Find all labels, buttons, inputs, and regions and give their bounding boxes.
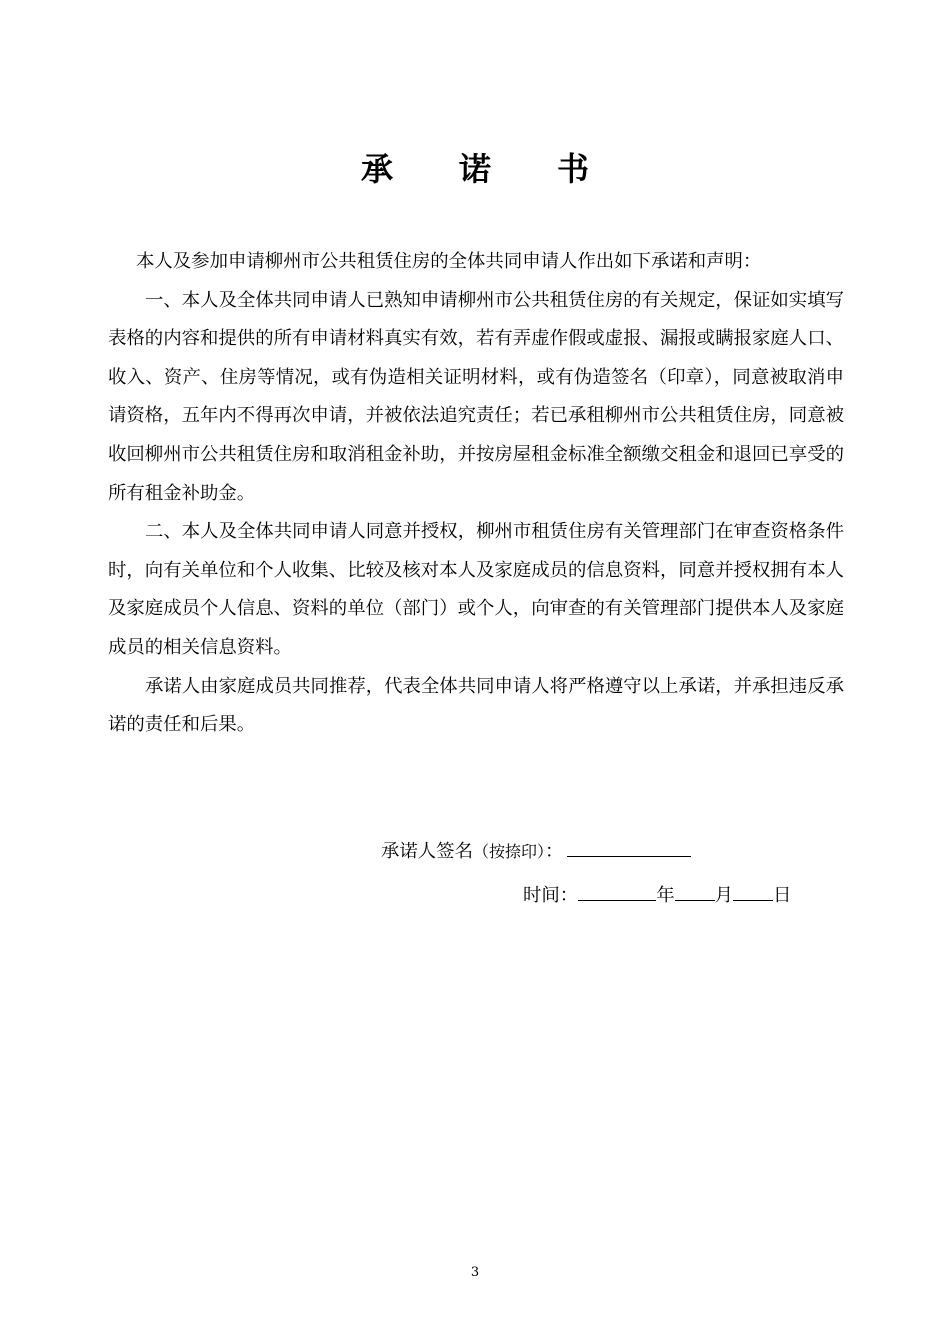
document-body — [108, 243, 844, 745]
day-label: 日 — [773, 885, 792, 906]
signature-blank[interactable] — [567, 832, 691, 857]
document-title: 承诺书 — [360, 150, 655, 188]
intro-paragraph: 本人及参加申请柳州市公共租赁住房的全体共同申请人作出如下承诺和声明： — [136, 251, 762, 272]
signature-colon: ： — [544, 841, 564, 862]
paragraph-1: 一、本人及全体共同申请人已熟知申请柳州市公共租赁住房的有关规定，保证如实填写表格的内容和提供的所有申请材料真实有效，若有弄虚作假或虚报、漏报或瞒报家庭人口、收入、资产、住房等情况，或有伪造相关证明材料，或有伪造签名（印章），同意被取消申请资格，五年内不得再次申请，并被依法追究责任；若已承租柳州市公共租赁住房，同意被收回柳州市公共租赁住房和取消租金补助，并按房屋租金标准全额缴交租金和退回已享受的所有租金补助金。 — [108, 289, 844, 504]
month-blank[interactable] — [675, 876, 715, 901]
date-line — [523, 876, 791, 912]
signature-label: 承诺人签名 — [381, 841, 473, 862]
paragraph-2: 二、本人及全体共同申请人同意并授权，柳州市租赁住房有关管理部门在审查资格条件时，向有关单位和个人收集、比较及核对本人及家庭成员的信息资料，同意并授权拥有本人及家庭成员个人信息、资料的单位（部门）或个人，向审查的有关管理部门提供本人及家庭成员的相关信息资料。 — [108, 521, 844, 658]
month-label: 月 — [714, 885, 733, 906]
signature-note: （按捺印） — [472, 842, 545, 861]
day-blank[interactable] — [733, 876, 773, 901]
page-number: 3 — [470, 1265, 480, 1280]
signature-line — [381, 832, 691, 868]
year-blank[interactable] — [578, 876, 656, 901]
year-label: 年 — [656, 885, 675, 906]
date-label: 时间： — [523, 885, 579, 906]
paragraph-3: 承诺人由家庭成员共同推荐，代表全体共同申请人将严格遵守以上承诺，并承担违反承诺的责任和后果。 — [108, 675, 844, 736]
